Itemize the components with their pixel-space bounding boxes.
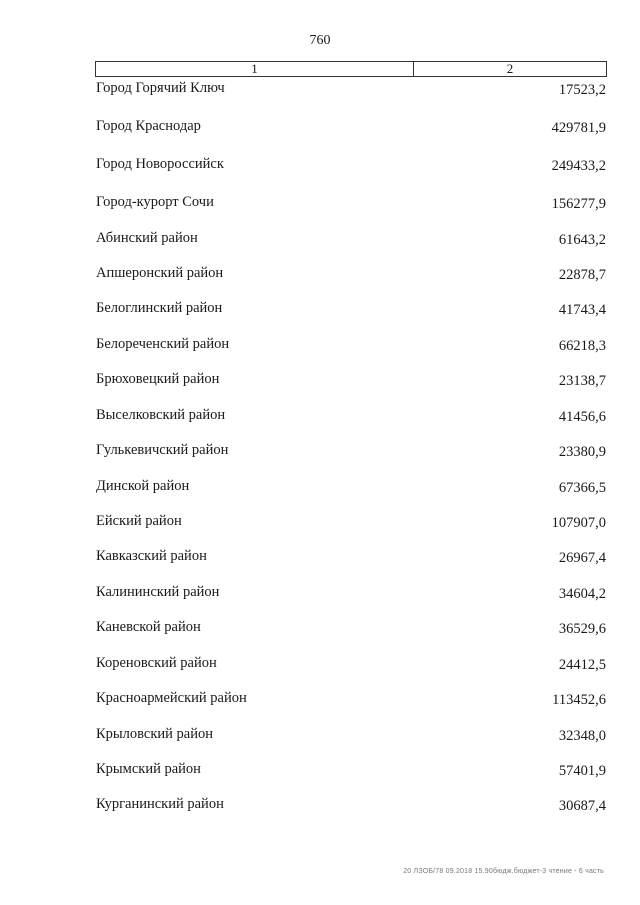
row-value: 113452,6 [552, 692, 606, 708]
row-name: Крымский район [96, 761, 201, 777]
table-header [95, 61, 607, 77]
row-value: 249433,2 [551, 158, 606, 174]
row-name: Город Краснодар [96, 118, 201, 134]
row-name: Динской район [96, 478, 190, 494]
row-name: Курганинский район [96, 796, 224, 812]
table-row [0, 336, 640, 356]
row-name: Белореченский район [96, 336, 230, 352]
row-name: Абинский район [96, 230, 198, 246]
row-value: 61643,2 [558, 232, 606, 248]
row-name: Брюховецкий район [96, 371, 220, 387]
table-row [0, 690, 640, 710]
row-name: Апшеронский район [96, 265, 224, 281]
document-footer: 20 ЛЗОБ/78 09.2018 15.90бюдж.бюджет-3 чтение - 6 часть [403, 868, 604, 875]
row-name: Белоглинский район [96, 300, 223, 316]
row-value: 107907,0 [551, 515, 606, 531]
row-name: Кавказский район [96, 548, 207, 564]
table-row [0, 265, 640, 285]
row-value: 22878,7 [558, 267, 606, 283]
page-number: 760 [309, 33, 331, 48]
row-value: 67366,5 [558, 480, 606, 496]
row-value: 23380,9 [558, 444, 606, 460]
table-row [0, 761, 640, 781]
row-name: Город Горячий Ключ [96, 80, 225, 96]
table-header-col-2: 2 [506, 61, 514, 76]
table-row [0, 442, 640, 462]
table-row [0, 156, 640, 176]
row-value: 26967,4 [558, 550, 606, 566]
row-name: Кореновский район [96, 655, 217, 671]
row-name: Каневской район [96, 619, 201, 635]
table-row [0, 726, 640, 746]
row-value: 429781,9 [551, 120, 606, 136]
row-value: 17523,2 [558, 82, 606, 98]
row-value: 41743,4 [558, 302, 606, 318]
table-row [0, 796, 640, 816]
table-row [0, 478, 640, 498]
row-value: 156277,9 [551, 196, 606, 212]
row-name: Красноармейский район [96, 690, 247, 706]
row-name: Город Новороссийск [96, 156, 224, 172]
row-value: 30687,4 [558, 798, 606, 814]
table-row [0, 619, 640, 639]
row-value: 32348,0 [558, 728, 606, 744]
table-row [0, 407, 640, 427]
row-value: 41456,6 [558, 409, 606, 425]
row-value: 23138,7 [558, 373, 606, 389]
row-value: 34604,2 [558, 586, 606, 602]
table-row [0, 513, 640, 533]
row-value: 36529,6 [558, 621, 606, 637]
row-name: Город-курорт Сочи [96, 194, 214, 210]
row-name: Гулькевичский район [96, 442, 229, 458]
row-value: 66218,3 [558, 338, 606, 354]
row-name: Калининский район [96, 584, 220, 600]
row-value: 57401,9 [558, 763, 606, 779]
table-row [0, 300, 640, 320]
row-name: Выселковский район [96, 407, 226, 423]
table-row [0, 230, 640, 250]
table-row [0, 118, 640, 138]
table-row [0, 584, 640, 604]
table-row [0, 371, 640, 391]
row-name: Крыловский район [96, 726, 213, 742]
table-row [0, 194, 640, 214]
table-row [0, 655, 640, 675]
table-row [0, 548, 640, 568]
row-name: Ейский район [96, 513, 182, 529]
table-header-col-1: 1 [96, 62, 414, 76]
table-row [0, 80, 640, 100]
row-value: 24412,5 [558, 657, 606, 673]
